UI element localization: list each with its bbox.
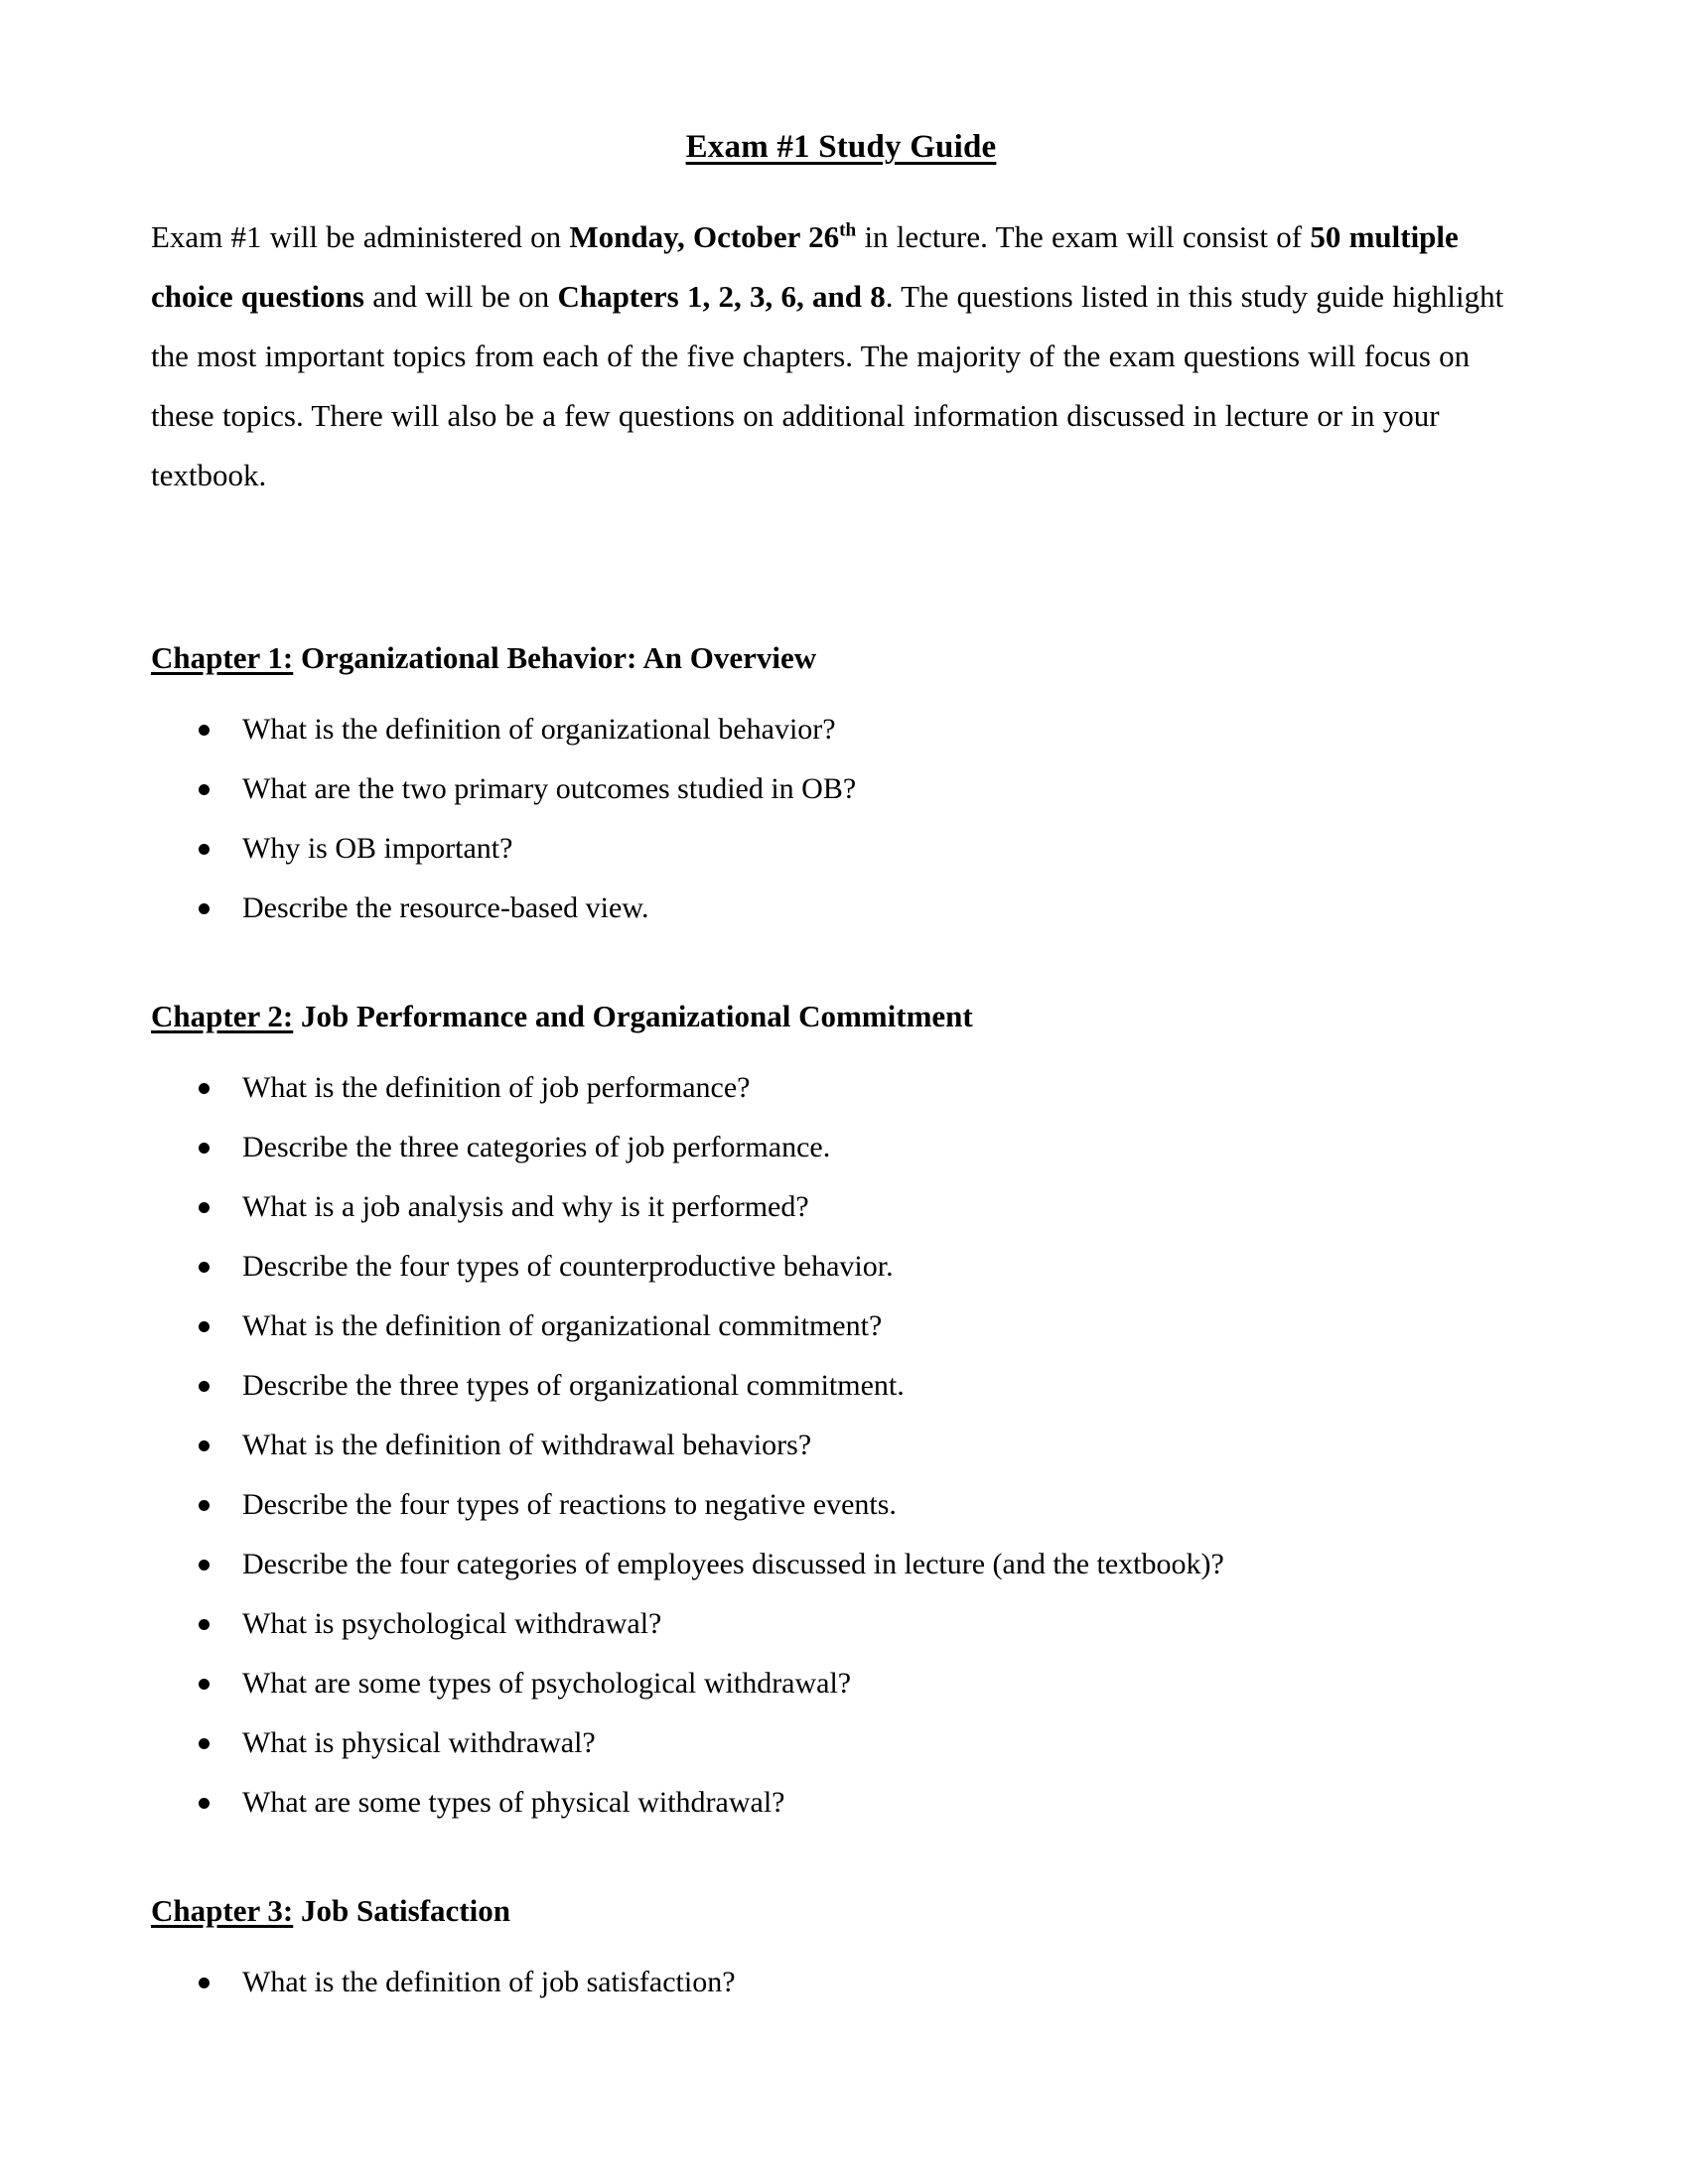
bullet-point-icon bbox=[199, 903, 210, 914]
bullet-point-icon bbox=[199, 1798, 210, 1809]
list-item-label: What is the definition of organizational behavior? bbox=[242, 713, 836, 746]
list-item bbox=[151, 879, 1541, 938]
list-item-label: What is a job analysis and why is it performed? bbox=[242, 1190, 809, 1223]
bullet-point-icon bbox=[199, 1738, 210, 1749]
list-item bbox=[151, 1654, 1541, 1713]
bullet-point-icon bbox=[199, 844, 210, 855]
list-item-label: Why is OB important? bbox=[242, 832, 513, 865]
list-item-label: What is the definition of organizational commitment? bbox=[242, 1309, 883, 1342]
list-item-label: Describe the four types of counterproductive behavior. bbox=[242, 1250, 894, 1283]
list-item-label: Describe the three types of organizational commitment. bbox=[242, 1369, 905, 1402]
chapter-number-label: Chapter 2: bbox=[151, 999, 294, 1033]
intro-bold-date-text: Monday, October 26 bbox=[569, 219, 840, 254]
bullet-point-icon bbox=[199, 784, 210, 795]
chapter-bullet-list bbox=[151, 700, 1541, 938]
bullet-point-icon bbox=[199, 1679, 210, 1690]
list-item bbox=[151, 1773, 1541, 1833]
chapter-title-label: Job Satisfaction bbox=[293, 1893, 510, 1928]
bullet-point-icon bbox=[199, 1978, 210, 1988]
chapter-section bbox=[151, 1891, 1541, 2012]
chapter-heading bbox=[151, 997, 1541, 1036]
bullet-point-icon bbox=[199, 1262, 210, 1273]
chapter-bullet-list bbox=[151, 1953, 1541, 2012]
bullet-point-icon bbox=[199, 1381, 210, 1392]
list-item-label: What are the two primary outcomes studied in OB? bbox=[242, 772, 857, 805]
bullet-point-icon bbox=[199, 1440, 210, 1451]
list-item-label: What are some types of physical withdrawal? bbox=[242, 1786, 785, 1819]
bullet-point-icon bbox=[199, 1560, 210, 1570]
list-item bbox=[151, 1177, 1541, 1237]
intro-segment-1: Exam #1 will be administered on bbox=[151, 219, 570, 254]
chapter-number-label: Chapter 3: bbox=[151, 1893, 294, 1928]
list-item-label: What is physical withdrawal? bbox=[242, 1726, 596, 1759]
list-item bbox=[151, 759, 1541, 819]
bullet-point-icon bbox=[199, 1619, 210, 1630]
chapter-title-label: Job Performance and Organizational Commitment bbox=[293, 999, 973, 1033]
intro-segment-4: . The questions listed in this study guide highlight the most important topics from each of the five chapters. The majority of the exam questions will focus on these topics. There will also be a few questions on additional information discussed in lecture or in your textbook. bbox=[151, 279, 1504, 492]
list-item bbox=[151, 1535, 1541, 1594]
list-item-label: Describe the four types of reactions to negative events. bbox=[242, 1488, 897, 1521]
list-item-label: What is psychological withdrawal? bbox=[242, 1607, 662, 1640]
intro-segment-2: in lecture. The exam will consist of bbox=[856, 219, 1311, 254]
list-item bbox=[151, 1475, 1541, 1535]
page-title bbox=[151, 129, 1531, 166]
list-item bbox=[151, 819, 1541, 879]
list-item bbox=[151, 1058, 1541, 1118]
intro-bold-chapters: Chapters 1, 2, 3, 6, and 8 bbox=[557, 279, 886, 314]
list-item bbox=[151, 1953, 1541, 2012]
list-item-label: Describe the three categories of job performance. bbox=[242, 1131, 831, 1163]
chapter-heading bbox=[151, 638, 1541, 678]
bullet-point-icon bbox=[199, 1083, 210, 1094]
list-item-label: Describe the four categories of employees discussed in lecture (and the textbook)? bbox=[242, 1548, 1224, 1580]
page-title-text: Exam #1 Study Guide bbox=[685, 129, 997, 165]
list-item-label: What is the definition of withdrawal behaviors? bbox=[242, 1429, 812, 1461]
chapter-bullet-list bbox=[151, 1058, 1541, 1833]
intro-bold-date bbox=[569, 219, 856, 254]
list-item bbox=[151, 1297, 1541, 1356]
list-item-label: What is the definition of job performance? bbox=[242, 1071, 751, 1104]
intro-paragraph bbox=[151, 207, 1506, 505]
list-item bbox=[151, 1594, 1541, 1654]
list-item bbox=[151, 1118, 1541, 1177]
list-item bbox=[151, 1356, 1541, 1416]
list-item-label: What is the definition of job satisfaction? bbox=[242, 1966, 736, 1998]
chapter-heading bbox=[151, 1891, 1541, 1931]
intro-segment-3: and will be on bbox=[363, 279, 558, 314]
bullet-point-icon bbox=[199, 1500, 210, 1511]
list-item bbox=[151, 700, 1541, 759]
list-item-label: Describe the resource-based view. bbox=[242, 891, 649, 924]
intro-bold-date-suffix: th bbox=[839, 219, 857, 241]
chapter-title-label: Organizational Behavior: An Overview bbox=[293, 640, 817, 675]
bullet-point-icon bbox=[199, 1321, 210, 1332]
intro-bold-questions: 50 multiple choice questions bbox=[151, 219, 1459, 314]
list-item-label: What are some types of psychological withdrawal? bbox=[242, 1667, 852, 1700]
chapter-number-label: Chapter 1: bbox=[151, 640, 294, 675]
bullet-point-icon bbox=[199, 1202, 210, 1213]
list-item bbox=[151, 1416, 1541, 1475]
chapter-section bbox=[151, 997, 1541, 1833]
chapters-container bbox=[151, 638, 1541, 2012]
chapter-section bbox=[151, 638, 1541, 938]
document-content bbox=[151, 129, 1541, 2012]
list-item bbox=[151, 1713, 1541, 1773]
list-item bbox=[151, 1237, 1541, 1297]
bullet-point-icon bbox=[199, 725, 210, 736]
bullet-point-icon bbox=[199, 1143, 210, 1154]
